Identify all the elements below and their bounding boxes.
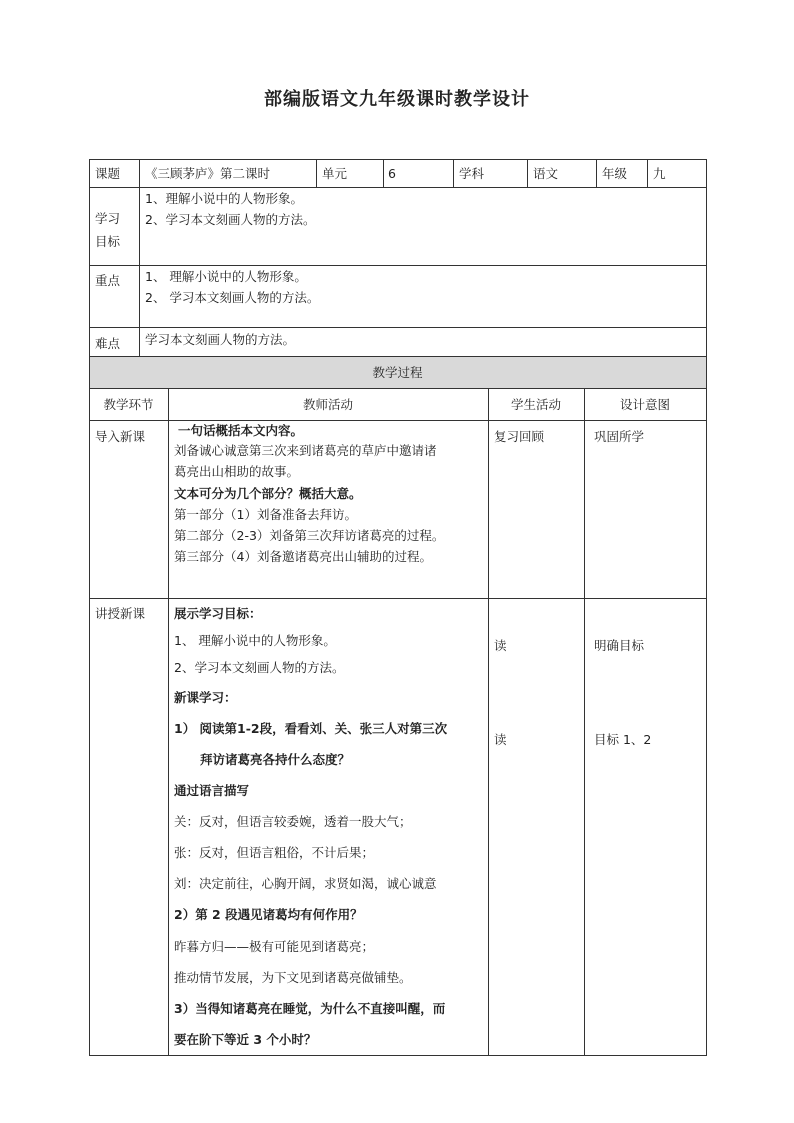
key-point-item: 1、 理解小说中的人物形象。: [145, 269, 307, 284]
teacher-activity-line: 新课学习：: [174, 690, 237, 705]
student-activity: 读: [494, 638, 507, 653]
teacher-activity-line: 3）当得知诸葛亮在睡觉，为什么不直接叫醒，而: [174, 1001, 446, 1016]
subject-label: 学科: [459, 166, 485, 181]
teacher-activity-line: 文本可分为几个部分？概括大意。: [174, 486, 362, 501]
teacher-activity-line: 展示学习目标：: [174, 606, 262, 621]
teacher-activity-line: 一句话概括本文内容。: [178, 423, 304, 438]
teacher-activity-line: 第二部分（2-3）刘备第三次拜访诸葛亮的过程。: [174, 528, 445, 543]
design-intent: 明确目标: [594, 638, 645, 653]
teacher-activity-line: 张：反对，但语言粗俗，不计后果；: [174, 845, 375, 860]
teacher-activity-line: 葛亮出山相助的故事。: [174, 464, 300, 479]
grade-value: 九: [653, 166, 666, 181]
teacher-activity-line: 第一部分（1）刘备准备去拜访。: [174, 507, 357, 522]
teacher-activity-line: 刘：决定前往，心胸开阔，求贤如渴，诚心诚意: [174, 876, 437, 891]
stage-intro: 导入新课: [95, 429, 146, 444]
key-points-label: 重点: [95, 273, 121, 288]
stage-new-lesson: 讲授新课: [95, 606, 146, 621]
column-header-intent: 设计意图: [619, 397, 670, 412]
column-header-stage: 教学环节: [103, 397, 154, 412]
key-point-item: 2、 学习本文刻画人物的方法。: [145, 290, 320, 305]
student-activity: 复习回顾: [494, 429, 545, 444]
lesson-label: 课题: [95, 166, 121, 181]
document-title: 部编版语文九年级课时教学设计: [264, 89, 530, 110]
difficulty-label: 难点: [95, 336, 121, 351]
teacher-activity-line: 2）第 2 段遇见诸葛均有何作用？: [174, 907, 363, 922]
column-header-student: 学生活动: [510, 397, 561, 412]
teacher-activity-line: 1、 理解小说中的人物形象。: [174, 633, 336, 648]
lesson-value: 《三顾茅庐》第二课时: [145, 166, 271, 181]
student-activity: 读: [494, 732, 507, 747]
difficulty-text: 学习本文刻画人物的方法。: [145, 332, 296, 347]
unit-value: 6: [388, 166, 396, 181]
unit-label: 单元: [322, 166, 348, 181]
teacher-activity-line: 推动情节发展，为下文见到诸葛亮做铺垫。: [174, 970, 412, 985]
process-title: 教学过程: [372, 365, 423, 380]
teacher-activity-line: 第三部分（4）刘备邀诸葛亮出山辅助的过程。: [174, 549, 432, 564]
teacher-activity-line: 关：反对，但语言较委婉，透着一股大气；: [174, 814, 412, 829]
teacher-activity-line: 刘备诚心诚意第三次来到诸葛亮的草庐中邀请诸: [174, 443, 437, 458]
subject-value: 语文: [533, 166, 559, 181]
teacher-activity-line: 通过语言描写: [174, 783, 250, 798]
design-intent: 巩固所学: [594, 429, 645, 444]
teacher-activity-line: 要在阶下等近 3 个小时？: [174, 1032, 317, 1047]
goals-label-line2: 目标: [95, 234, 121, 249]
teacher-activity-line: 1） 阅读第1-2段，看看刘、关、张三人对第三次: [174, 721, 448, 736]
teacher-activity-line: 昨暮方归——极有可能见到诸葛亮；: [174, 939, 375, 954]
column-header-teacher: 教师活动: [302, 397, 353, 412]
design-intent: 目标 1、2: [594, 732, 652, 747]
grade-label: 年级: [602, 166, 628, 181]
teacher-activity-line: 拜访诸葛亮各持什么态度？: [200, 752, 351, 767]
goals-label-line1: 学习: [95, 211, 121, 226]
teacher-activity-line: 2、学习本文刻画人物的方法。: [174, 660, 345, 675]
goal-item: 1、理解小说中的人物形象。: [145, 191, 303, 206]
goal-item: 2、学习本文刻画人物的方法。: [145, 212, 316, 227]
